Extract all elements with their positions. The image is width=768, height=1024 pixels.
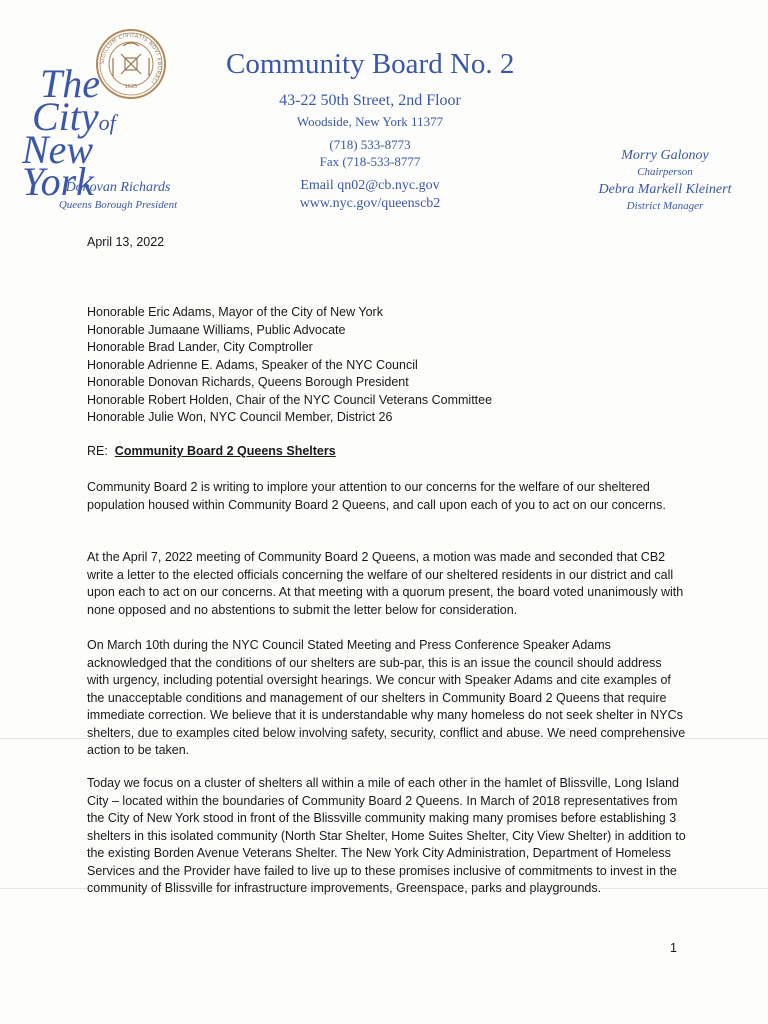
address-line-2: Woodside, New York 11377 [296, 114, 444, 129]
subject-text: Community Board 2 Queens Shelters [114, 444, 336, 458]
paragraph: At the April 7, 2022 meeting of Community Board 2 Queens, a motion was made and seconded that CB2 write a letter to the elected officials concerning the welfare of our sheltered residents in our district and call upon each to act on our concerns. At that meeting with a quorum present, the board voted unanimously with none opposed and no abstentions to submit the letter below for consideration. [87, 550, 684, 617]
district-manager-title: District Manager [626, 200, 704, 212]
chair-name: Morry Galonoy [621, 148, 709, 163]
address-line-1: 43-22 50th Street, 2nd Floor [279, 92, 461, 109]
paragraph: Community Board 2 is writing to implore your attention to our concerns for the welfare of our sheltered population housed within Community Board 2 Queens, and call upon each of you to act on our concerns. [87, 480, 666, 512]
logo-of: of [98, 109, 116, 135]
subject-label: RE: [87, 444, 108, 458]
fax-number: Fax (718-533-8777 [319, 154, 421, 169]
district-manager-name: Debra Markell Kleinert [598, 182, 732, 197]
seal-motto: SIGILLUM CIVITATIS NOVI EBORACI [99, 32, 163, 86]
scan-artifact [0, 888, 768, 889]
recipient-line: Honorable Jumaane Williams, Public Advocate [87, 322, 346, 337]
letter-date: April 13, 2022 [87, 235, 165, 249]
recipient-list [87, 304, 687, 427]
page-number: 1 [670, 941, 677, 955]
borough-president-name: Donovan Richards [65, 180, 171, 195]
email-address: Email qn02@cb.nyc.gov [300, 178, 440, 193]
recipient-line: Honorable Adrienne E. Adams, Speaker of the NYC Council [87, 357, 418, 372]
recipient-line: Honorable Julie Won, NYC Council Member, District 26 [87, 410, 393, 424]
subject-line [87, 443, 687, 461]
scan-artifact [0, 738, 768, 739]
chair-title: Chairperson [637, 166, 693, 178]
paragraph: Today we focus on a cluster of shelters all within a mile of each other in the hamlet of Blissville, Long Island City – located within the boundaries of Community Board 2 Queens. In March of 2018 representatives from the City of New York stood in front of the Blissville community making many promises before establishing 3 shelters in this isolated community (North Star Shelter, Home Suites Shelter, City View Shelter) in addition to the existing Borden Avenue Veterans Shelter. The New York City Administration, Department of Homeless Services and the Provider have failed to live up to these promises inclusive of commitments to invest in the community of Blissville for infrastructure improvements, Greenspace, parks and playgrounds. [87, 776, 686, 895]
seal-year: 1625 [124, 84, 138, 90]
recipient-line: Honorable Brad Lander, City Comptroller [87, 340, 313, 354]
recipient-line: Honorable Robert Holden, Chair of the NYC Council Veterans Committee [87, 392, 493, 407]
paragraph: On March 10th during the NYC Council Stated Meeting and Press Conference Speaker Adams acknowledged that the conditions of our shelters are sub-par, this is an issue the council should address with urgency, including potential oversight hearings. We concur with Speaker Adams and cite examples of the unacceptable conditions and management of our shelters in Community Board 2 Queens that require immediate correction. We believe that it is understandable why many homeless do not seek shelter in NYCs shelters, due to examples cited below involving safety, security, conflict and abuse. We need comprehensive action to be taken. [87, 638, 686, 757]
recipient-line: Honorable Donovan Richards, Queens Borough President [87, 375, 409, 389]
borough-president-title: Queens Borough President [58, 199, 178, 211]
phone-number: (718) 533-8773 [329, 137, 411, 152]
logo-line-3: New York [22, 126, 94, 205]
logo-line-1: The [40, 61, 100, 106]
recipient-line: Honorable Eric Adams, Mayor of the City of New York [87, 305, 383, 319]
board-title: Community Board No. 2 [226, 48, 515, 80]
website-url: www.nyc.gov/queenscb2 [299, 196, 441, 211]
logo-city: City [32, 93, 99, 139]
